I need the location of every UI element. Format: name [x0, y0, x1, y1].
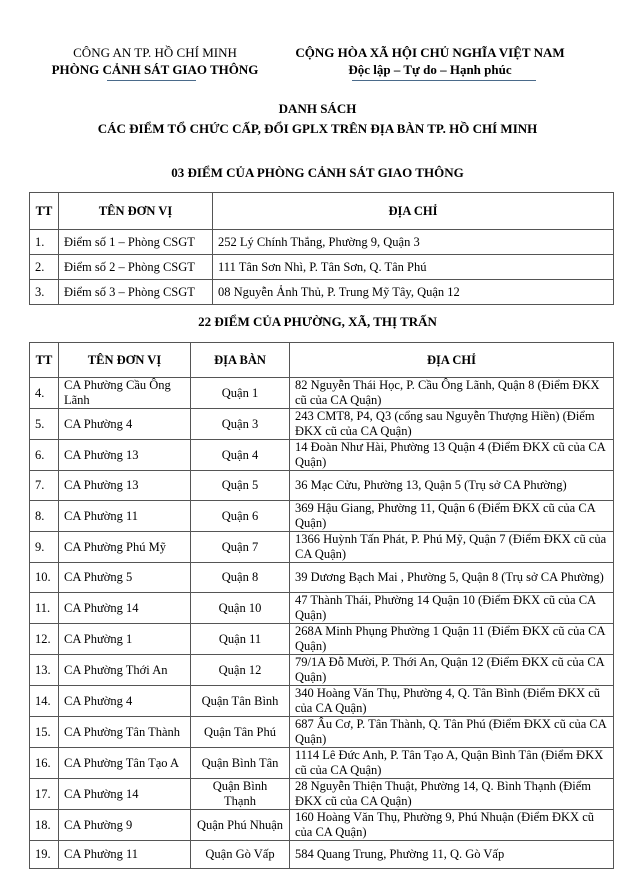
document-subtitle: CÁC ĐIỂM TỔ CHỨC CẤP, ĐỔI GPLX TRÊN ĐỊA BÀN TP. HỒ CHÍ MINH: [97, 121, 538, 136]
table-row: [30, 280, 614, 305]
col-tt: TT: [30, 193, 59, 230]
row-number: 5.: [30, 409, 59, 440]
section1-heading: 03 ĐIỂM CỦA PHÒNG CẢNH SÁT GIAO THÔNG: [171, 165, 464, 180]
area: Quận Tân Bình: [191, 686, 290, 717]
table-header-row: [30, 193, 614, 230]
address: 47 Thành Thái, Phường 14 Quận 10 (Điểm ĐKX cũ của CA Quận): [290, 593, 614, 624]
unit-name: CA Phường Phú Mỹ: [59, 532, 191, 563]
csgt-points-table: [29, 192, 614, 305]
table-row: [30, 563, 614, 593]
table-row: [30, 409, 614, 440]
table-row: [30, 501, 614, 532]
agency-line1: CÔNG AN TP. HỒ CHÍ MINH: [73, 45, 237, 60]
unit-name: CA Phường 14: [59, 779, 191, 810]
address: 1366 Huỳnh Tấn Phát, P. Phú Mỹ, Quận 7 (Điểm ĐKX cũ của CA Quận): [290, 532, 614, 563]
table-row: [30, 779, 614, 810]
table-row: [30, 593, 614, 624]
agency-line2: PHÒNG CẢNH SÁT GIAO THÔNG: [51, 62, 259, 77]
unit-name: CA Phường 11: [59, 501, 191, 532]
table-row: [30, 841, 614, 869]
table-header-row: [30, 343, 614, 378]
col-name: TÊN ĐƠN VỊ: [59, 343, 191, 378]
unit-name: CA Phường Thới An: [59, 655, 191, 686]
area: Quận Bình Tân: [191, 748, 290, 779]
agency-underline: [107, 80, 196, 81]
unit-name: CA Phường 4: [59, 686, 191, 717]
row-number: 15.: [30, 717, 59, 748]
row-number: 7.: [30, 471, 59, 501]
col-address: ĐỊA CHỈ: [290, 343, 614, 378]
area: Quận 10: [191, 593, 290, 624]
table-row: [30, 686, 614, 717]
unit-name: CA Phường Tân Thành: [59, 717, 191, 748]
unit-name: CA Phường 5: [59, 563, 191, 593]
row-number: 3.: [30, 280, 59, 305]
row-number: 2.: [30, 255, 59, 280]
address: 36 Mạc Cửu, Phường 13, Quận 5 (Trụ sở CA Phường): [290, 471, 614, 501]
nation-line1: CỘNG HÒA XÃ HỘI CHỦ NGHĨA VIỆT NAM: [295, 45, 565, 60]
table-row: [30, 230, 614, 255]
row-number: 9.: [30, 532, 59, 563]
row-number: 14.: [30, 686, 59, 717]
table-row: [30, 810, 614, 841]
address: 160 Hoàng Văn Thụ, Phường 9, Phú Nhuận (Điểm ĐKX cũ của CA Quận): [290, 810, 614, 841]
row-number: 16.: [30, 748, 59, 779]
address: 268A Minh Phụng Phường 1 Quận 11 (Điểm ĐKX cũ của CA Quận): [290, 624, 614, 655]
unit-name: CA Phường 9: [59, 810, 191, 841]
table-row: [30, 655, 614, 686]
document-title: DANH SÁCH: [278, 101, 357, 116]
unit-name: CA Phường 14: [59, 593, 191, 624]
row-number: 13.: [30, 655, 59, 686]
address: 14 Đoàn Như Hài, Phường 13 Quận 4 (Điểm ĐKX cũ của CA Quận): [290, 440, 614, 471]
table-row: [30, 255, 614, 280]
area: Quận 6: [191, 501, 290, 532]
address: 111 Tân Sơn Nhì, P. Tân Sơn, Q. Tân Phú: [213, 255, 614, 280]
table-row: [30, 378, 614, 409]
nation-header: [280, 44, 580, 78]
row-number: 11.: [30, 593, 59, 624]
area: Quận Gò Vấp: [191, 841, 290, 869]
ward-points-table: [29, 342, 614, 869]
unit-name: CA Phường 4: [59, 409, 191, 440]
address: 82 Nguyễn Thái Học, P. Cầu Ông Lãnh, Quận 8 (Điểm ĐKX cũ của CA Quận): [290, 378, 614, 409]
row-number: 10.: [30, 563, 59, 593]
agency-header: [20, 44, 290, 78]
area: Quận 5: [191, 471, 290, 501]
address: 369 Hậu Giang, Phường 11, Quận 6 (Điểm ĐKX cũ của CA Quận): [290, 501, 614, 532]
table-row: [30, 748, 614, 779]
col-name: TÊN ĐƠN VỊ: [59, 193, 213, 230]
row-number: 4.: [30, 378, 59, 409]
unit-name: Điểm số 2 – Phòng CSGT: [59, 255, 213, 280]
unit-name: CA Phường Tân Tạo A: [59, 748, 191, 779]
address: 28 Nguyễn Thiện Thuật, Phường 14, Q. Bình Thạnh (Điểm ĐKX cũ của CA Quận): [290, 779, 614, 810]
unit-name: CA Phường 11: [59, 841, 191, 869]
nation-motto: Độc lập – Tự do – Hạnh phúc: [348, 62, 512, 77]
unit-name: CA Phường 13: [59, 471, 191, 501]
table-row: [30, 532, 614, 563]
table-row: [30, 440, 614, 471]
unit-name: Điểm số 3 – Phòng CSGT: [59, 280, 213, 305]
row-number: 8.: [30, 501, 59, 532]
motto-underline: [352, 80, 536, 81]
table-row: [30, 717, 614, 748]
area: Quận Phú Nhuận: [191, 810, 290, 841]
row-number: 12.: [30, 624, 59, 655]
address: 1114 Lê Đức Anh, P. Tân Tạo A, Quận Bình Tân (Điểm ĐKX cũ của CA Quận): [290, 748, 614, 779]
unit-name: CA Phường 13: [59, 440, 191, 471]
unit-name: CA Phường Cầu Ông Lãnh: [59, 378, 191, 409]
row-number: 1.: [30, 230, 59, 255]
address: 340 Hoàng Văn Thụ, Phường 4, Q. Tân Bình (Điểm ĐKX cũ của CA Quận): [290, 686, 614, 717]
area: Quận Tân Phú: [191, 717, 290, 748]
address: 252 Lý Chính Thắng, Phường 9, Quận 3: [213, 230, 614, 255]
address: 79/1A Đỗ Mười, P. Thới An, Quận 12 (Điểm ĐKX cũ của CA Quận): [290, 655, 614, 686]
col-area: ĐỊA BÀN: [191, 343, 290, 378]
address: 39 Dương Bạch Mai , Phường 5, Quận 8 (Trụ sở CA Phường): [290, 563, 614, 593]
area: Quận 7: [191, 532, 290, 563]
area: Quận 4: [191, 440, 290, 471]
address: 243 CMT8, P4, Q3 (cổng sau Nguyễn Thượng Hiền) (Điểm ĐKX cũ của CA Quận): [290, 409, 614, 440]
area: Quận Bình Thạnh: [191, 779, 290, 810]
row-number: 18.: [30, 810, 59, 841]
area: Quận 11: [191, 624, 290, 655]
area: Quận 1: [191, 378, 290, 409]
area: Quận 3: [191, 409, 290, 440]
row-number: 17.: [30, 779, 59, 810]
address: 687 Âu Cơ, P. Tân Thành, Q. Tân Phú (Điểm ĐKX cũ của CA Quận): [290, 717, 614, 748]
unit-name: CA Phường 1: [59, 624, 191, 655]
area: Quận 12: [191, 655, 290, 686]
col-address: ĐỊA CHỈ: [213, 193, 614, 230]
address: 584 Quang Trung, Phường 11, Q. Gò Vấp: [290, 841, 614, 869]
area: Quận 8: [191, 563, 290, 593]
address: 08 Nguyễn Ảnh Thủ, P. Trung Mỹ Tây, Quận 12: [213, 280, 614, 305]
table-row: [30, 471, 614, 501]
row-number: 6.: [30, 440, 59, 471]
table-row: [30, 624, 614, 655]
col-tt: TT: [30, 343, 59, 378]
section2-heading: 22 ĐIỂM CỦA PHƯỜNG, XÃ, THỊ TRẤN: [198, 314, 437, 329]
unit-name: Điểm số 1 – Phòng CSGT: [59, 230, 213, 255]
row-number: 19.: [30, 841, 59, 869]
